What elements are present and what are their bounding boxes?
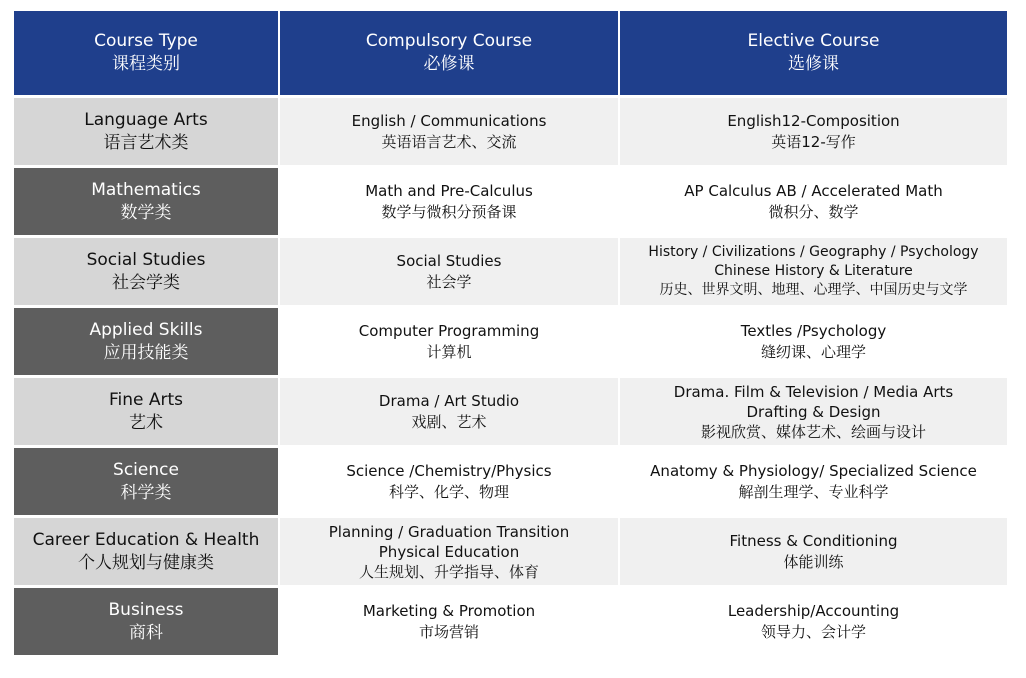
header-elective-course: Elective Course 选修课 — [620, 11, 1007, 95]
compulsory-cell: Planning / Graduation Transition Physical Education 人生规划、升学指导、体育 — [280, 518, 618, 585]
elective-cell: Fitness & Conditioning 体能训练 — [620, 518, 1007, 585]
elective-cell: English12-Composition 英语12-写作 — [620, 98, 1007, 165]
compulsory-cell: Marketing & Promotion 市场营销 — [280, 588, 618, 655]
table-row — [14, 518, 1007, 585]
elective-cell: AP Calculus AB / Accelerated Math 微积分、数学 — [620, 168, 1007, 235]
elective-cell: Drama. Film & Television / Media Arts Drafting & Design 影视欣赏、媒体艺术、绘画与设计 — [620, 378, 1007, 445]
course-type-cell: Language Arts 语言艺术类 — [14, 98, 278, 165]
table-row — [14, 378, 1007, 445]
compulsory-cell: English / Communications 英语语言艺术、交流 — [280, 98, 618, 165]
table-row — [14, 98, 1007, 165]
table-row — [14, 238, 1007, 305]
table-row — [14, 308, 1007, 375]
course-type-cell: Applied Skills 应用技能类 — [14, 308, 278, 375]
elective-cell: Textles /Psychology 缝纫课、心理学 — [620, 308, 1007, 375]
course-type-cell: Career Education & Health 个人规划与健康类 — [14, 518, 278, 585]
table-header-row — [14, 11, 1007, 95]
table-row — [14, 448, 1007, 515]
compulsory-cell: Drama / Art Studio 戏剧、艺术 — [280, 378, 618, 445]
compulsory-cell: Computer Programming 计算机 — [280, 308, 618, 375]
course-type-cell: Science 科学类 — [14, 448, 278, 515]
course-type-cell: Social Studies 社会学类 — [14, 238, 278, 305]
elective-cell: Anatomy & Physiology/ Specialized Science 解剖生理学、专业科学 — [620, 448, 1007, 515]
table-row — [14, 168, 1007, 235]
table-row — [14, 588, 1007, 655]
header-course-type: Course Type 课程类别 — [14, 11, 278, 95]
course-table — [14, 11, 1007, 658]
course-type-cell: Fine Arts 艺术 — [14, 378, 278, 445]
header-compulsory-course: Compulsory Course 必修课 — [280, 11, 618, 95]
course-type-cell: Business 商科 — [14, 588, 278, 655]
compulsory-cell: Science /Chemistry/Physics 科学、化学、物理 — [280, 448, 618, 515]
compulsory-cell: Math and Pre-Calculus 数学与微积分预备课 — [280, 168, 618, 235]
elective-cell: Leadership/Accounting 领导力、会计学 — [620, 588, 1007, 655]
compulsory-cell: Social Studies 社会学 — [280, 238, 618, 305]
course-type-cell: Mathematics 数学类 — [14, 168, 278, 235]
elective-cell: History / Civilizations / Geography / Psychology Chinese History & Literature 历史、世界文明、地理、心理学、中国历史与文学 — [620, 238, 1007, 305]
